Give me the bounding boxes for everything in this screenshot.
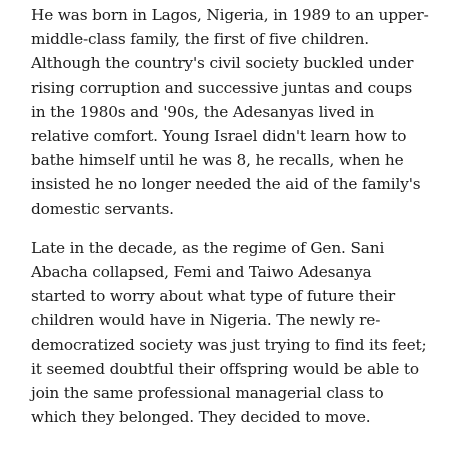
paragraph-line: started to worry about what type of future their (31, 287, 396, 306)
paragraph-line: children would have in Nigeria. The newly re- (31, 311, 381, 330)
paragraph-line: Abacha collapsed, Femi and Taiwo Adesanya (31, 263, 372, 282)
paragraph-line: bathe himself until he was 8, he recalls, when he (31, 151, 404, 170)
paragraph-line: in the 1980s and '90s, the Adesanyas lived in (31, 102, 375, 121)
paragraph-2 (31, 236, 468, 430)
paragraph-line: join the same professional managerial class to (31, 384, 384, 403)
paragraph-line: democratized society was just trying to find its feet; (31, 335, 427, 354)
paragraph-line: middle-class family, the first of five children. (31, 30, 370, 49)
paragraph-line: it seemed doubtful their offspring would be able to (31, 359, 419, 378)
paragraph-line: Late in the decade, as the regime of Gen. Sani (31, 238, 385, 257)
paragraph-line: insisted he no longer needed the aid of the family's (31, 175, 421, 194)
paragraph-line: Although the country's civil society buckled under (31, 54, 414, 73)
paragraph-line: rising corruption and successive juntas and coups (31, 78, 413, 97)
paragraph-line: domestic servants. (31, 199, 174, 218)
paragraph-line: He was born in Lagos, Nigeria, in 1989 to an upper- (31, 6, 429, 24)
paragraph-line: relative comfort. Young Israel didn't learn how to (31, 127, 407, 146)
paragraph-1 (31, 3, 468, 221)
paragraph-line: which they belonged. They decided to move. (31, 408, 371, 427)
